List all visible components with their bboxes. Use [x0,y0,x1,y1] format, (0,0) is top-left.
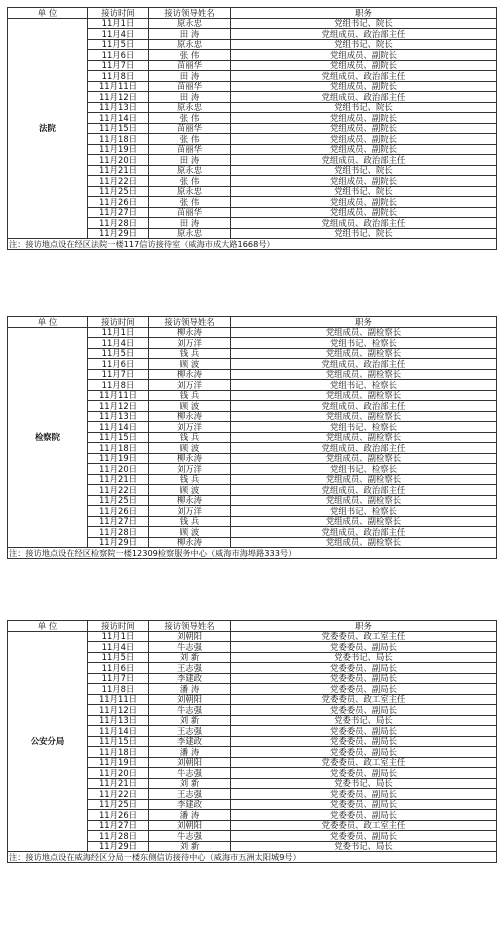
leader-cell: 刘朝阳 [149,757,231,768]
date-cell: 11月13日 [88,411,149,422]
unit-name-cell: 检察院 [8,327,88,548]
title-cell: 党组书记、检察长 [231,338,497,349]
title-cell: 党组成员、政治部主任 [231,29,497,40]
leader-cell: 柳永涛 [149,453,231,464]
date-cell: 11月11日 [88,81,149,92]
leader-cell: 原永忠 [149,39,231,50]
date-cell: 11月1日 [88,631,149,642]
date-cell: 11月12日 [88,92,149,103]
note-row [8,239,497,250]
header-unit: 单 位 [8,317,88,328]
title-cell: 党组书记、院长 [231,165,497,176]
title-cell: 党组成员、副检察长 [231,390,497,401]
date-cell: 11月4日 [88,338,149,349]
title-cell: 党委委员、副局长 [231,726,497,737]
date-cell: 11月20日 [88,464,149,475]
header-title: 职务 [231,621,497,632]
leader-cell: 张 伟 [149,176,231,187]
date-cell: 11月26日 [88,506,149,517]
leader-cell: 顾 波 [149,359,231,370]
title-cell: 党组成员、政治部主任 [231,443,497,454]
leader-cell: 王志强 [149,789,231,800]
leader-cell: 顾 波 [149,401,231,412]
date-cell: 11月29日 [88,228,149,239]
title-cell: 党委委员、副局长 [231,831,497,842]
title-cell: 党组书记、检察长 [231,422,497,433]
leader-cell: 钱 兵 [149,390,231,401]
title-cell: 党组成员、政治部主任 [231,92,497,103]
title-cell: 党组成员、副检察长 [231,495,497,506]
date-cell: 11月1日 [88,327,149,338]
date-cell: 11月25日 [88,799,149,810]
leader-cell: 李建政 [149,799,231,810]
date-cell: 11月18日 [88,134,149,145]
date-cell: 11月27日 [88,820,149,831]
title-cell: 党组书记、检察长 [231,464,497,475]
title-cell: 党组成员、副院长 [231,113,497,124]
title-cell: 党组成员、副院长 [231,197,497,208]
leader-cell: 田 涛 [149,92,231,103]
leader-cell: 柳永涛 [149,411,231,422]
location-note: 注：接访地点设在经区法院一楼117信访接待室（威海市成大路1668号） [8,239,497,250]
date-cell: 11月26日 [88,810,149,821]
title-cell: 党委委员、副局长 [231,747,497,758]
leader-cell: 王志强 [149,726,231,737]
date-cell: 11月25日 [88,495,149,506]
title-cell: 党委委员、副局长 [231,642,497,653]
title-cell: 党组成员、政治部主任 [231,155,497,166]
leader-cell: 刘朝阳 [149,694,231,705]
note-row [8,548,497,559]
date-cell: 11月15日 [88,123,149,134]
date-cell: 11月18日 [88,747,149,758]
title-cell: 党委书记、局长 [231,841,497,852]
title-cell: 党委委员、副局长 [231,736,497,747]
date-cell: 11月8日 [88,380,149,391]
date-cell: 11月5日 [88,652,149,663]
leader-cell: 张 伟 [149,134,231,145]
title-cell: 党组书记、检察长 [231,506,497,517]
title-cell: 党组成员、副检察长 [231,453,497,464]
leader-cell: 牛志强 [149,642,231,653]
unit-name-cell: 公安分局 [8,631,88,852]
date-cell: 11月22日 [88,176,149,187]
header-row [8,621,497,632]
leader-cell: 苗丽华 [149,123,231,134]
header-date: 接访时间 [88,317,149,328]
date-cell: 11月11日 [88,390,149,401]
date-cell: 11月4日 [88,29,149,40]
leader-cell: 牛志强 [149,831,231,842]
date-cell: 11月15日 [88,432,149,443]
leader-cell: 潘 涛 [149,747,231,758]
leader-cell: 苗丽华 [149,144,231,155]
header-leader: 接访领导姓名 [149,621,231,632]
leader-cell: 刘万洋 [149,338,231,349]
leader-cell: 原永忠 [149,186,231,197]
header-title: 职务 [231,317,497,328]
title-cell: 党委委员、副局长 [231,663,497,674]
title-cell: 党委委员、政工室主任 [231,694,497,705]
police-schedule-table [7,620,497,863]
date-cell: 11月20日 [88,768,149,779]
date-cell: 11月5日 [88,348,149,359]
title-cell: 党委书记、局长 [231,715,497,726]
date-cell: 11月12日 [88,705,149,716]
date-cell: 11月22日 [88,485,149,496]
procuratorate-schedule-table [7,316,497,559]
title-cell: 党组书记、院长 [231,18,497,29]
header-leader: 接访领导姓名 [149,317,231,328]
leader-cell: 柳永涛 [149,495,231,506]
leader-cell: 苗丽华 [149,60,231,71]
leader-cell: 张 伟 [149,197,231,208]
leader-cell: 柳永涛 [149,327,231,338]
leader-cell: 田 涛 [149,29,231,40]
title-cell: 党委委员、副局长 [231,768,497,779]
title-cell: 党委委员、副局长 [231,684,497,695]
date-cell: 11月28日 [88,218,149,229]
leader-cell: 王志强 [149,663,231,674]
leader-cell: 牛志强 [149,705,231,716]
title-cell: 党委书记、局长 [231,778,497,789]
leader-cell: 刘万洋 [149,422,231,433]
date-cell: 11月13日 [88,715,149,726]
date-cell: 11月20日 [88,155,149,166]
table-row [8,631,497,642]
title-cell: 党组成员、副院长 [231,60,497,71]
leader-cell: 刘 新 [149,778,231,789]
title-cell: 党组成员、副检察长 [231,348,497,359]
date-cell: 11月29日 [88,537,149,548]
title-cell: 党组成员、副院长 [231,81,497,92]
leader-cell: 潘 涛 [149,810,231,821]
location-note: 注：接访地点设在经区检察院一楼12309检察服务中心（威海市海埠路333号） [8,548,497,559]
leader-cell: 牛志强 [149,768,231,779]
leader-cell: 柳永涛 [149,369,231,380]
title-cell: 党组成员、副检察长 [231,327,497,338]
leader-cell: 田 涛 [149,71,231,82]
title-cell: 党委委员、副局长 [231,673,497,684]
leader-cell: 李建政 [149,673,231,684]
schedule-table [7,7,497,250]
note-row [8,852,497,863]
leader-cell: 钱 兵 [149,516,231,527]
title-cell: 党组成员、副院长 [231,207,497,218]
title-cell: 党委书记、局长 [231,652,497,663]
date-cell: 11月4日 [88,642,149,653]
leader-cell: 李建政 [149,736,231,747]
header-row [8,317,497,328]
title-cell: 党组成员、副院长 [231,176,497,187]
unit-name-cell: 法院 [8,18,88,239]
title-cell: 党组成员、副院长 [231,123,497,134]
schedule-table [7,620,497,863]
leader-cell: 原永忠 [149,102,231,113]
leader-cell: 刘 新 [149,652,231,663]
leader-cell: 刘朝阳 [149,631,231,642]
date-cell: 11月21日 [88,474,149,485]
leader-cell: 刘 新 [149,715,231,726]
date-cell: 11月7日 [88,60,149,71]
date-cell: 11月1日 [88,18,149,29]
leader-cell: 刘 新 [149,841,231,852]
title-cell: 党委委员、副局长 [231,799,497,810]
title-cell: 党组成员、政治部主任 [231,527,497,538]
header-row [8,8,497,19]
title-cell: 党组成员、副院长 [231,144,497,155]
date-cell: 11月19日 [88,453,149,464]
leader-cell: 原永忠 [149,228,231,239]
date-cell: 11月19日 [88,144,149,155]
title-cell: 党组成员、副检察长 [231,537,497,548]
date-cell: 11月5日 [88,39,149,50]
leader-cell: 田 涛 [149,155,231,166]
leader-cell: 钱 兵 [149,348,231,359]
date-cell: 11月21日 [88,165,149,176]
date-cell: 11月21日 [88,778,149,789]
date-cell: 11月14日 [88,422,149,433]
title-cell: 党委委员、政工室主任 [231,820,497,831]
date-cell: 11月13日 [88,102,149,113]
leader-cell: 张 伟 [149,113,231,124]
leader-cell: 田 涛 [149,218,231,229]
leader-cell: 苗丽华 [149,207,231,218]
header-leader: 接访领导姓名 [149,8,231,19]
leader-cell: 钱 兵 [149,432,231,443]
title-cell: 党组成员、政治部主任 [231,485,497,496]
date-cell: 11月6日 [88,663,149,674]
table-row [8,327,497,338]
title-cell: 党委委员、政工室主任 [231,631,497,642]
leader-cell: 原永忠 [149,18,231,29]
date-cell: 11月28日 [88,831,149,842]
leader-cell: 刘万洋 [149,506,231,517]
date-cell: 11月12日 [88,401,149,412]
date-cell: 11月14日 [88,113,149,124]
title-cell: 党组成员、副检察长 [231,474,497,485]
title-cell: 党组成员、政治部主任 [231,359,497,370]
header-unit: 单 位 [8,8,88,19]
header-unit: 单 位 [8,621,88,632]
title-cell: 党委委员、副局长 [231,789,497,800]
header-date: 接访时间 [88,621,149,632]
table-row [8,18,497,29]
title-cell: 党组书记、院长 [231,186,497,197]
date-cell: 11月29日 [88,841,149,852]
title-cell: 党组书记、检察长 [231,380,497,391]
leader-cell: 柳永涛 [149,537,231,548]
title-cell: 党委委员、副局长 [231,705,497,716]
title-cell: 党组书记、院长 [231,39,497,50]
leader-cell: 张 伟 [149,50,231,61]
date-cell: 11月8日 [88,71,149,82]
date-cell: 11月26日 [88,197,149,208]
date-cell: 11月14日 [88,726,149,737]
date-cell: 11月7日 [88,673,149,684]
leader-cell: 顾 波 [149,485,231,496]
leader-cell: 钱 兵 [149,474,231,485]
title-cell: 党组成员、副院长 [231,50,497,61]
leader-cell: 刘朝阳 [149,820,231,831]
leader-cell: 原永忠 [149,165,231,176]
leader-cell: 顾 波 [149,443,231,454]
title-cell: 党组成员、副检察长 [231,432,497,443]
title-cell: 党组成员、政治部主任 [231,71,497,82]
date-cell: 11月22日 [88,789,149,800]
schedule-table [7,316,497,559]
date-cell: 11月19日 [88,757,149,768]
title-cell: 党组成员、副院长 [231,134,497,145]
leader-cell: 潘 涛 [149,684,231,695]
date-cell: 11月6日 [88,359,149,370]
header-title: 职务 [231,8,497,19]
title-cell: 党组成员、政治部主任 [231,401,497,412]
date-cell: 11月28日 [88,527,149,538]
date-cell: 11月15日 [88,736,149,747]
date-cell: 11月27日 [88,516,149,527]
date-cell: 11月7日 [88,369,149,380]
title-cell: 党组书记、院长 [231,102,497,113]
title-cell: 党组成员、副检察长 [231,516,497,527]
date-cell: 11月8日 [88,684,149,695]
leader-cell: 苗丽华 [149,81,231,92]
title-cell: 党组书记、院长 [231,228,497,239]
title-cell: 党委委员、副局长 [231,810,497,821]
date-cell: 11月25日 [88,186,149,197]
date-cell: 11月11日 [88,694,149,705]
court-schedule-table [7,7,497,250]
title-cell: 党组成员、政治部主任 [231,218,497,229]
title-cell: 党组成员、副检察长 [231,411,497,422]
leader-cell: 刘万洋 [149,380,231,391]
leader-cell: 顾 波 [149,527,231,538]
date-cell: 11月27日 [88,207,149,218]
header-date: 接访时间 [88,8,149,19]
date-cell: 11月18日 [88,443,149,454]
date-cell: 11月6日 [88,50,149,61]
leader-cell: 刘万洋 [149,464,231,475]
location-note: 注：接访地点设在威海经区分局一楼东侧信访接待中心（威海市五洲太阳城9号） [8,852,497,863]
title-cell: 党委委员、政工室主任 [231,757,497,768]
title-cell: 党组成员、副检察长 [231,369,497,380]
